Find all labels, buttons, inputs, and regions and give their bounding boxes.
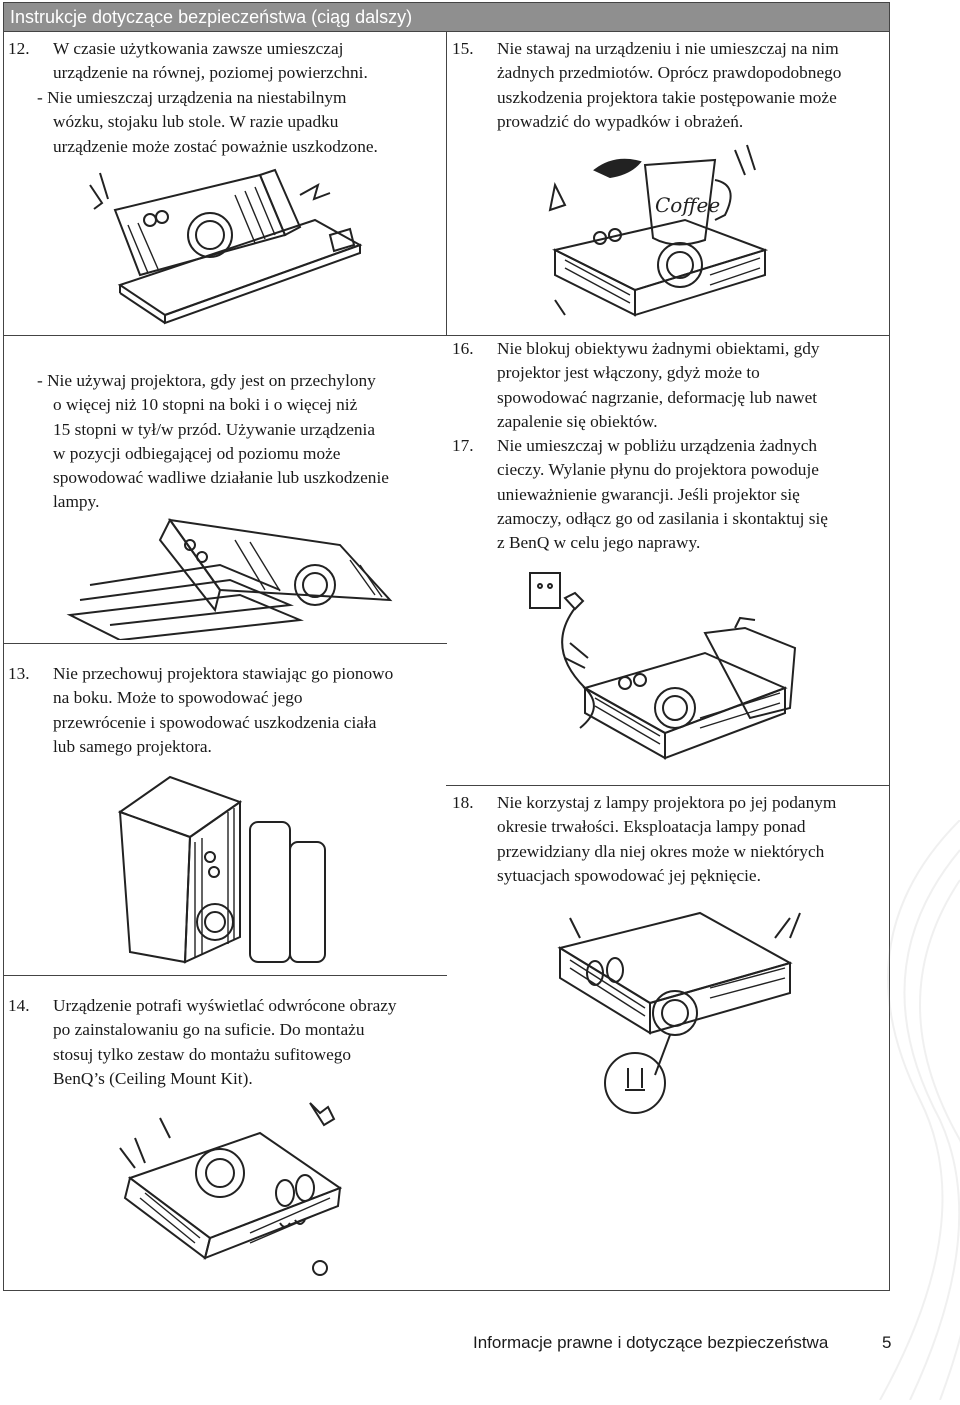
lamp-projector-illustration <box>550 908 810 1123</box>
text-line: BenQ’s (Ceiling Mount Kit). <box>53 1068 253 1088</box>
item-number: 18. <box>452 793 474 812</box>
item-13 <box>8 662 438 762</box>
text-line: okresie trwałości. Eksploatacja lampy ponad <box>497 817 806 837</box>
text-line: uszkodzenia projektora takie postępowanie może <box>497 87 837 107</box>
text-line: stosuj tylko zestaw do montażu sufitowego <box>53 1044 352 1064</box>
page-number: 5 <box>882 1333 892 1352</box>
item-12-warning-1 <box>37 86 378 159</box>
text-line: Nie umieszczaj w pobliżu urządzenia żadnych <box>497 436 818 455</box>
text-line: prowadzić do wypadków i obrażeń. <box>497 111 744 131</box>
text-line: cieczy. Wylanie płynu do projektora powoduje <box>497 460 819 480</box>
text-line: spowodować nagrzanie, deformację lub nawet <box>497 387 818 407</box>
text-line: na boku. Może to spowodować jego <box>53 688 303 708</box>
text-line: - Nie umieszczaj urządzenia na niestabilnym <box>37 88 347 107</box>
text-line: Nie korzystaj z lampy projektora po jej podanym <box>497 793 837 812</box>
decorative-swirl <box>800 820 960 1400</box>
ceiling-mount-illustration <box>110 1098 370 1278</box>
item-number: 14. <box>8 996 30 1015</box>
item-12 <box>8 37 438 87</box>
text-line: 15 stopni w tył/w przód. Używanie urządzenia <box>53 419 376 439</box>
text-line: Urządzenie potrafi wyświetlać odwrócone obrazy <box>53 996 397 1015</box>
tipping-cart-illustration <box>60 165 390 325</box>
text-line: Nie przechowuj projektora stawiając go pionowo <box>53 664 394 683</box>
column-divider <box>446 32 447 335</box>
item-15 <box>452 37 888 137</box>
item-number: 13. <box>8 664 30 683</box>
text-line: o więcej niż 10 stopni na boki i o więcej niż <box>53 395 358 415</box>
item-number: 16. <box>452 339 474 358</box>
text-line: lampy. <box>53 492 100 512</box>
row-divider-1 <box>3 335 890 336</box>
text-line: w pozycji odbiegającej od poziomu może <box>53 443 341 463</box>
liquid-plug-illustration <box>525 568 800 768</box>
text-line: z BenQ w celu jego naprawy. <box>497 533 701 553</box>
coffee-on-projector-illustration <box>535 140 795 325</box>
text-line: sytuacjach spowodować jej pęknięcie. <box>497 865 761 885</box>
section-header <box>3 2 890 32</box>
item-12-warning-2 <box>37 369 389 515</box>
text-line: Nie stawaj na urządzeniu i nie umieszczaj na nim <box>497 39 839 58</box>
text-line: spowodować wadliwe działanie lub uszkodzenie <box>53 468 389 488</box>
text-line: urządzenie na równej, poziomej powierzchni. <box>53 63 368 83</box>
text-line: żadnych przedmiotów. Oprócz prawdopodobnego <box>497 63 842 83</box>
tilted-projector-illustration <box>60 505 400 640</box>
coffee-label: Coffee <box>655 193 721 217</box>
text-line: urządzenie może zostać poważnie uszkodzone. <box>53 136 378 156</box>
text-line: przewrócenie i spowodować uszkodzenia ciała <box>53 712 377 732</box>
section-title: Instrukcje dotyczące bezpieczeństwa (ciąg dalszy) <box>10 7 413 27</box>
item-16 <box>452 337 888 437</box>
text-line: przewidziany dla niej okres może w niektórych <box>497 841 825 861</box>
row-divider-4 <box>446 785 890 786</box>
text-line: - Nie używaj projektora, gdy jest on przechylony <box>37 371 376 390</box>
text-line: po zainstalowaniu go na suficie. Do montażu <box>53 1020 365 1040</box>
item-17 <box>452 434 888 559</box>
item-number: 17. <box>452 436 474 455</box>
text-line: lub samego projektora. <box>53 736 212 756</box>
text-line: projektor jest włączony, gdyż może to <box>497 363 760 383</box>
text-line: Nie blokuj obiektywu żadnymi obiektami, gdy <box>497 339 820 358</box>
text-line: W czasie użytkowania zawsze umieszczaj <box>53 39 344 58</box>
item-14 <box>8 994 438 1094</box>
vertical-projector-illustration <box>110 772 350 972</box>
item-number: 12. <box>8 39 30 58</box>
row-divider-2 <box>3 643 447 644</box>
row-divider-3 <box>3 975 447 976</box>
text-line: zamoczy, odłącz go od zasilania i skontaktuj się <box>497 508 828 528</box>
footer-section-title: Informacje prawne i dotyczące bezpieczeństwa <box>473 1333 829 1352</box>
text-line: wózku, stojaku lub stole. W razie upadku <box>53 112 339 132</box>
text-line: unieważnienie gwarancji. Jeśli projektor się <box>497 484 800 504</box>
text-line: zapalenie się obiektów. <box>497 411 658 431</box>
item-number: 15. <box>452 39 474 58</box>
